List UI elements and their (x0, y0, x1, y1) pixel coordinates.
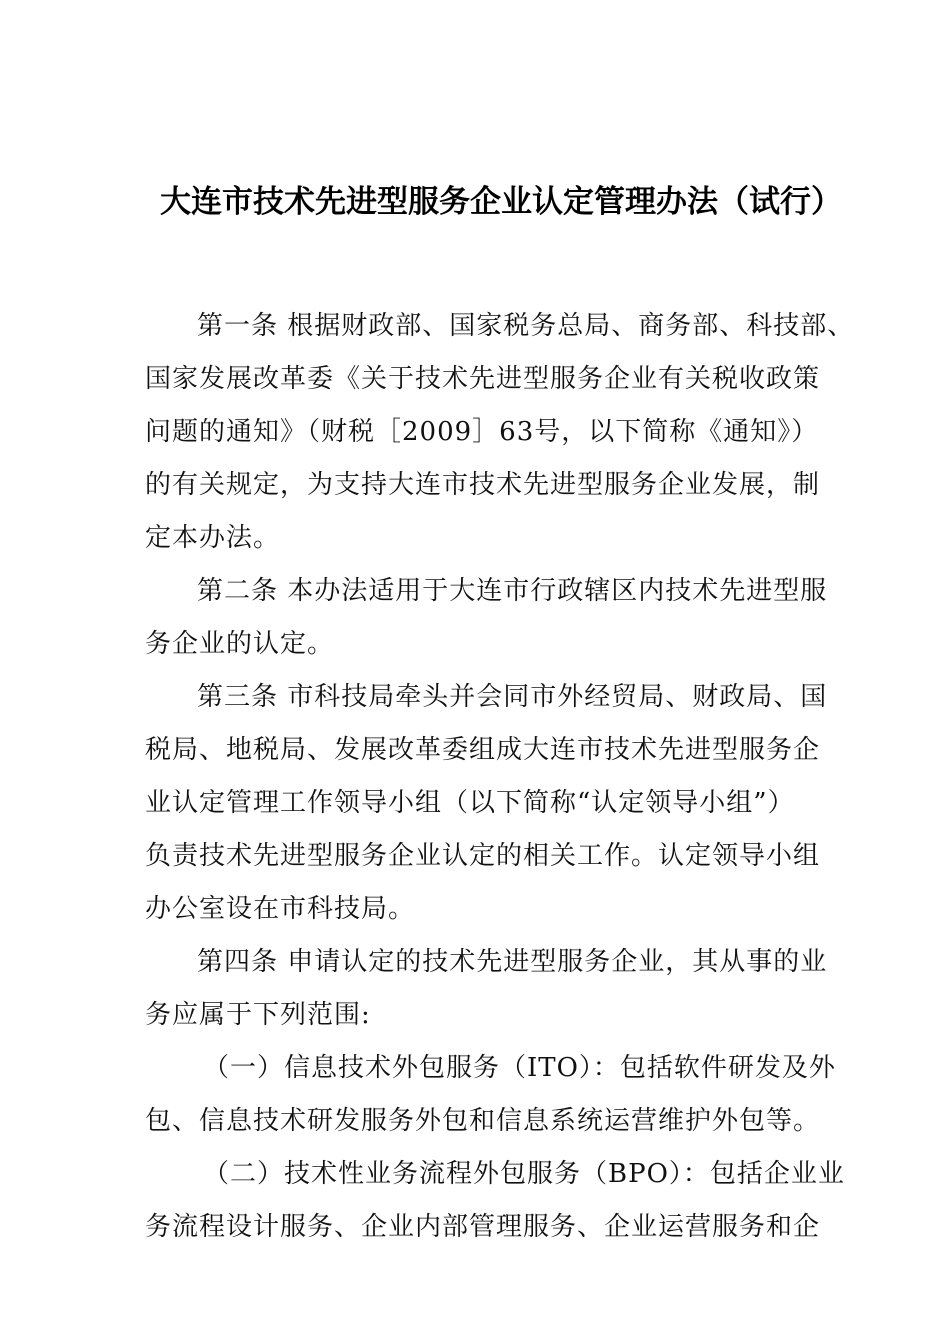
article-1-line-3: 问题的通知》（财税［2009］63号，以下简称《通知》） (145, 417, 819, 447)
scope-item-2-line-1: （二）技术性业务流程外包服务（BPO）：包括企业业 (203, 1159, 845, 1189)
article-3-line-5: 办公室设在市科技局。 (145, 894, 416, 924)
article-4-line-1: 第四条 申请认定的技术先进型服务企业，其从事的业 (197, 947, 828, 977)
article-1-line-1: 第一条 根据财政部、国家税务总局、商务部、科技部、 (197, 311, 855, 341)
scope-item-1 (145, 1042, 836, 1148)
article-1 (145, 300, 855, 565)
scope-item-1-line-1: （一）信息技术外包服务（ITO）：包括软件研发及外 (203, 1053, 836, 1083)
article-3-line-3: 业认定管理工作领导小组（以下简称“认定领导小组”） (145, 788, 795, 818)
article-2-line-1: 第二条 本办法适用于大连市行政辖区内技术先进型服 (197, 576, 828, 606)
article-1-line-4: 的有关规定，为支持大连市技术先进型服务企业发展，制 (145, 470, 821, 500)
article-4-line-2: 务应属于下列范围: (145, 1000, 371, 1030)
document-title: 大连市技术先进型服务企业认定管理办法（试行） (160, 184, 842, 220)
document-body (145, 300, 855, 1254)
article-4 (145, 936, 828, 1042)
article-3-line-1: 第三条 市科技局牵头并会同市外经贸局、财政局、国 (197, 682, 828, 712)
article-3 (145, 671, 828, 936)
scope-item-2-line-2: 务流程设计服务、企业内部管理服务、企业运营服务和企 (145, 1212, 821, 1242)
article-2-line-2: 务企业的认定。 (145, 629, 335, 659)
article-1-line-5: 定本办法。 (145, 523, 281, 553)
article-2 (145, 565, 828, 671)
scope-item-1-line-2: 包、信息技术研发服务外包和信息系统运营维护外包等。 (145, 1106, 821, 1136)
scope-item-2 (145, 1148, 845, 1254)
article-3-line-4: 负责技术先进型服务企业认定的相关工作。认定领导小组 (145, 841, 821, 871)
article-3-line-2: 税局、地税局、发展改革委组成大连市技术先进型服务企 (145, 735, 821, 765)
article-1-line-2: 国家发展改革委《关于技术先进型服务企业有关税收政策 (145, 364, 821, 394)
